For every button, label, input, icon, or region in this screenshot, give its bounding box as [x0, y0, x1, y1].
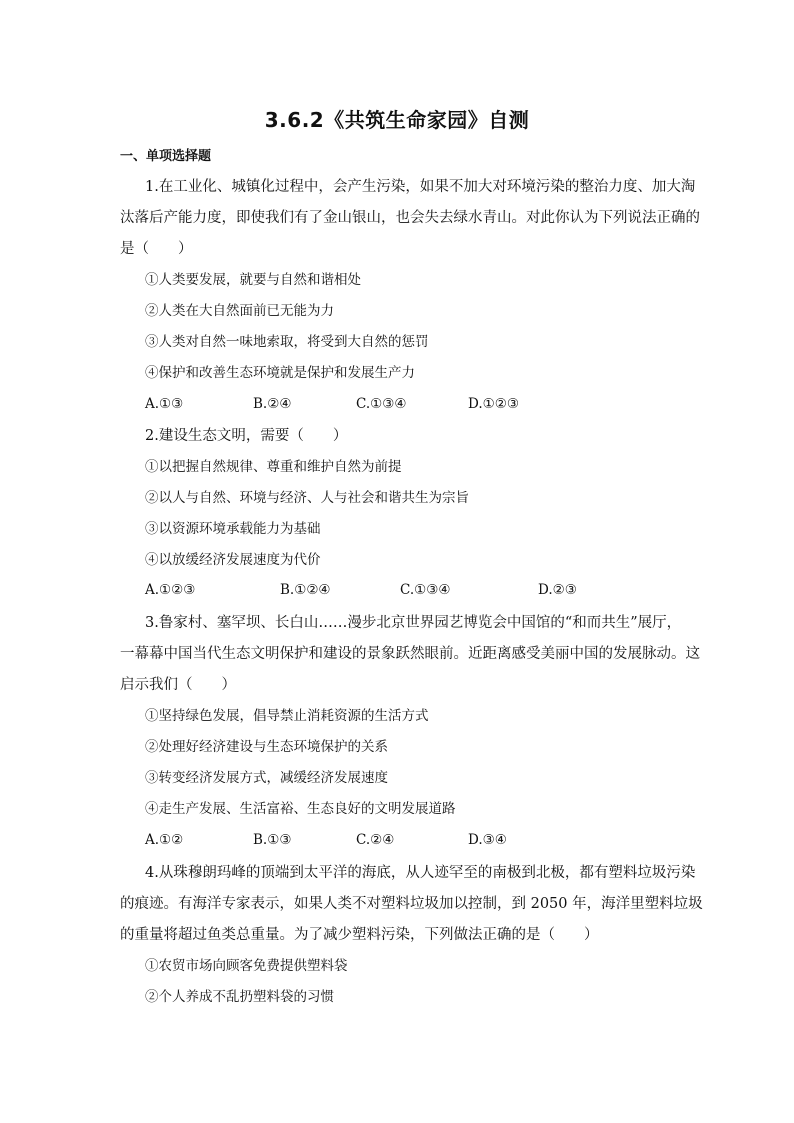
question-1-choices: [145, 396, 705, 414]
question-3-line-1: 3.鲁家村、塞罕坝、长白山……漫步北京世界园艺博览会中国馆的“和而共生”展厅，: [145, 615, 682, 631]
question-2-choice-a[interactable]: A.①②③: [145, 582, 196, 598]
question-1-line-3: 是（ ）: [120, 241, 193, 257]
question-2-choice-d[interactable]: D.②③: [538, 582, 577, 598]
question-4-option-1: ①农贸市场向顾客免费提供塑料袋: [145, 958, 348, 974]
question-3-choice-c[interactable]: C.②④: [356, 832, 395, 848]
question-2-option-1: ①以把握自然规律、尊重和维护自然为前提: [145, 459, 402, 475]
question-1-choice-c[interactable]: C.①③④: [356, 396, 407, 412]
question-4-option-2: ②个人养成不乱扔塑料袋的习惯: [145, 989, 334, 1005]
question-1-choice-b[interactable]: B.②④: [253, 396, 292, 412]
question-1-option-4: ④保护和改善生态环境就是保护和发展生产力: [145, 365, 415, 381]
question-1-line-1: 1.在工业化、城镇化过程中，会产生污染，如果不加大对环境污染的整治力度、加大淘: [145, 179, 696, 195]
question-1-choice-a[interactable]: A.①③: [145, 396, 184, 412]
question-2-line-1: 2.建设生态文明，需要（ ）: [145, 428, 348, 444]
question-2-option-4: ④以放缓经济发展速度为代价: [145, 552, 321, 568]
question-3-choice-a[interactable]: A.①②: [145, 832, 184, 848]
question-2-choice-c[interactable]: C.①③④: [400, 582, 451, 598]
question-3-line-3: 启示我们（ ）: [120, 677, 236, 693]
question-4-line-1: 4.从珠穆朗玛峰的顶端到太平洋的海底，从人迹罕至的南极到北极，都有塑料垃圾污染: [145, 865, 696, 881]
question-3-option-4: ④走生产发展、生活富裕、生态良好的文明发展道路: [145, 801, 456, 817]
question-2-option-3: ③以资源环境承载能力为基础: [145, 521, 321, 537]
question-3-option-2: ②处理好经济建设与生态环境保护的关系: [145, 739, 388, 755]
question-1-option-1: ①人类要发展，就要与自然和谐相处: [145, 272, 361, 288]
section-heading: 一、单项选择题: [120, 149, 212, 164]
question-3-choices: [145, 832, 705, 850]
page-title: 3.6.2《共筑生命家园》自测: [264, 108, 530, 132]
question-4-line-3: 的重量将超过鱼类总重量。为了减少塑料污染，下列做法正确的是（ ）: [120, 927, 599, 943]
question-2-choice-b[interactable]: B.①②④: [280, 582, 331, 598]
question-4-line-2: 的痕迹。有海洋专家表示，如果人类不对塑料垃圾加以控制，到 2050 年，海洋里塑料垃圾: [120, 896, 703, 912]
question-1-option-2: ②人类在大自然面前已无能为力: [145, 303, 334, 319]
question-1-choice-d[interactable]: D.①②③: [468, 396, 519, 412]
question-3-choice-d[interactable]: D.③④: [468, 832, 507, 848]
question-2-option-2: ②以人与自然、环境与经济、人与社会和谐共生为宗旨: [145, 490, 469, 506]
question-3-option-3: ③转变经济发展方式，减缓经济发展速度: [145, 770, 388, 786]
question-3-choice-b[interactable]: B.①③: [253, 832, 292, 848]
question-1-option-3: ③人类对自然一味地索取，将受到大自然的惩罚: [145, 334, 429, 350]
question-3-option-1: ①坚持绿色发展，倡导禁止消耗资源的生活方式: [145, 708, 429, 724]
question-2-choices: [145, 582, 705, 600]
question-1-line-2: 汰落后产能力度，即使我们有了金山银山，也会失去绿水青山。对此你认为下列说法正确的: [120, 210, 700, 226]
question-3-line-2: 一幕幕中国当代生态文明保护和建设的景象跃然眼前。近距离感受美丽中国的发展脉动。这: [120, 646, 700, 662]
